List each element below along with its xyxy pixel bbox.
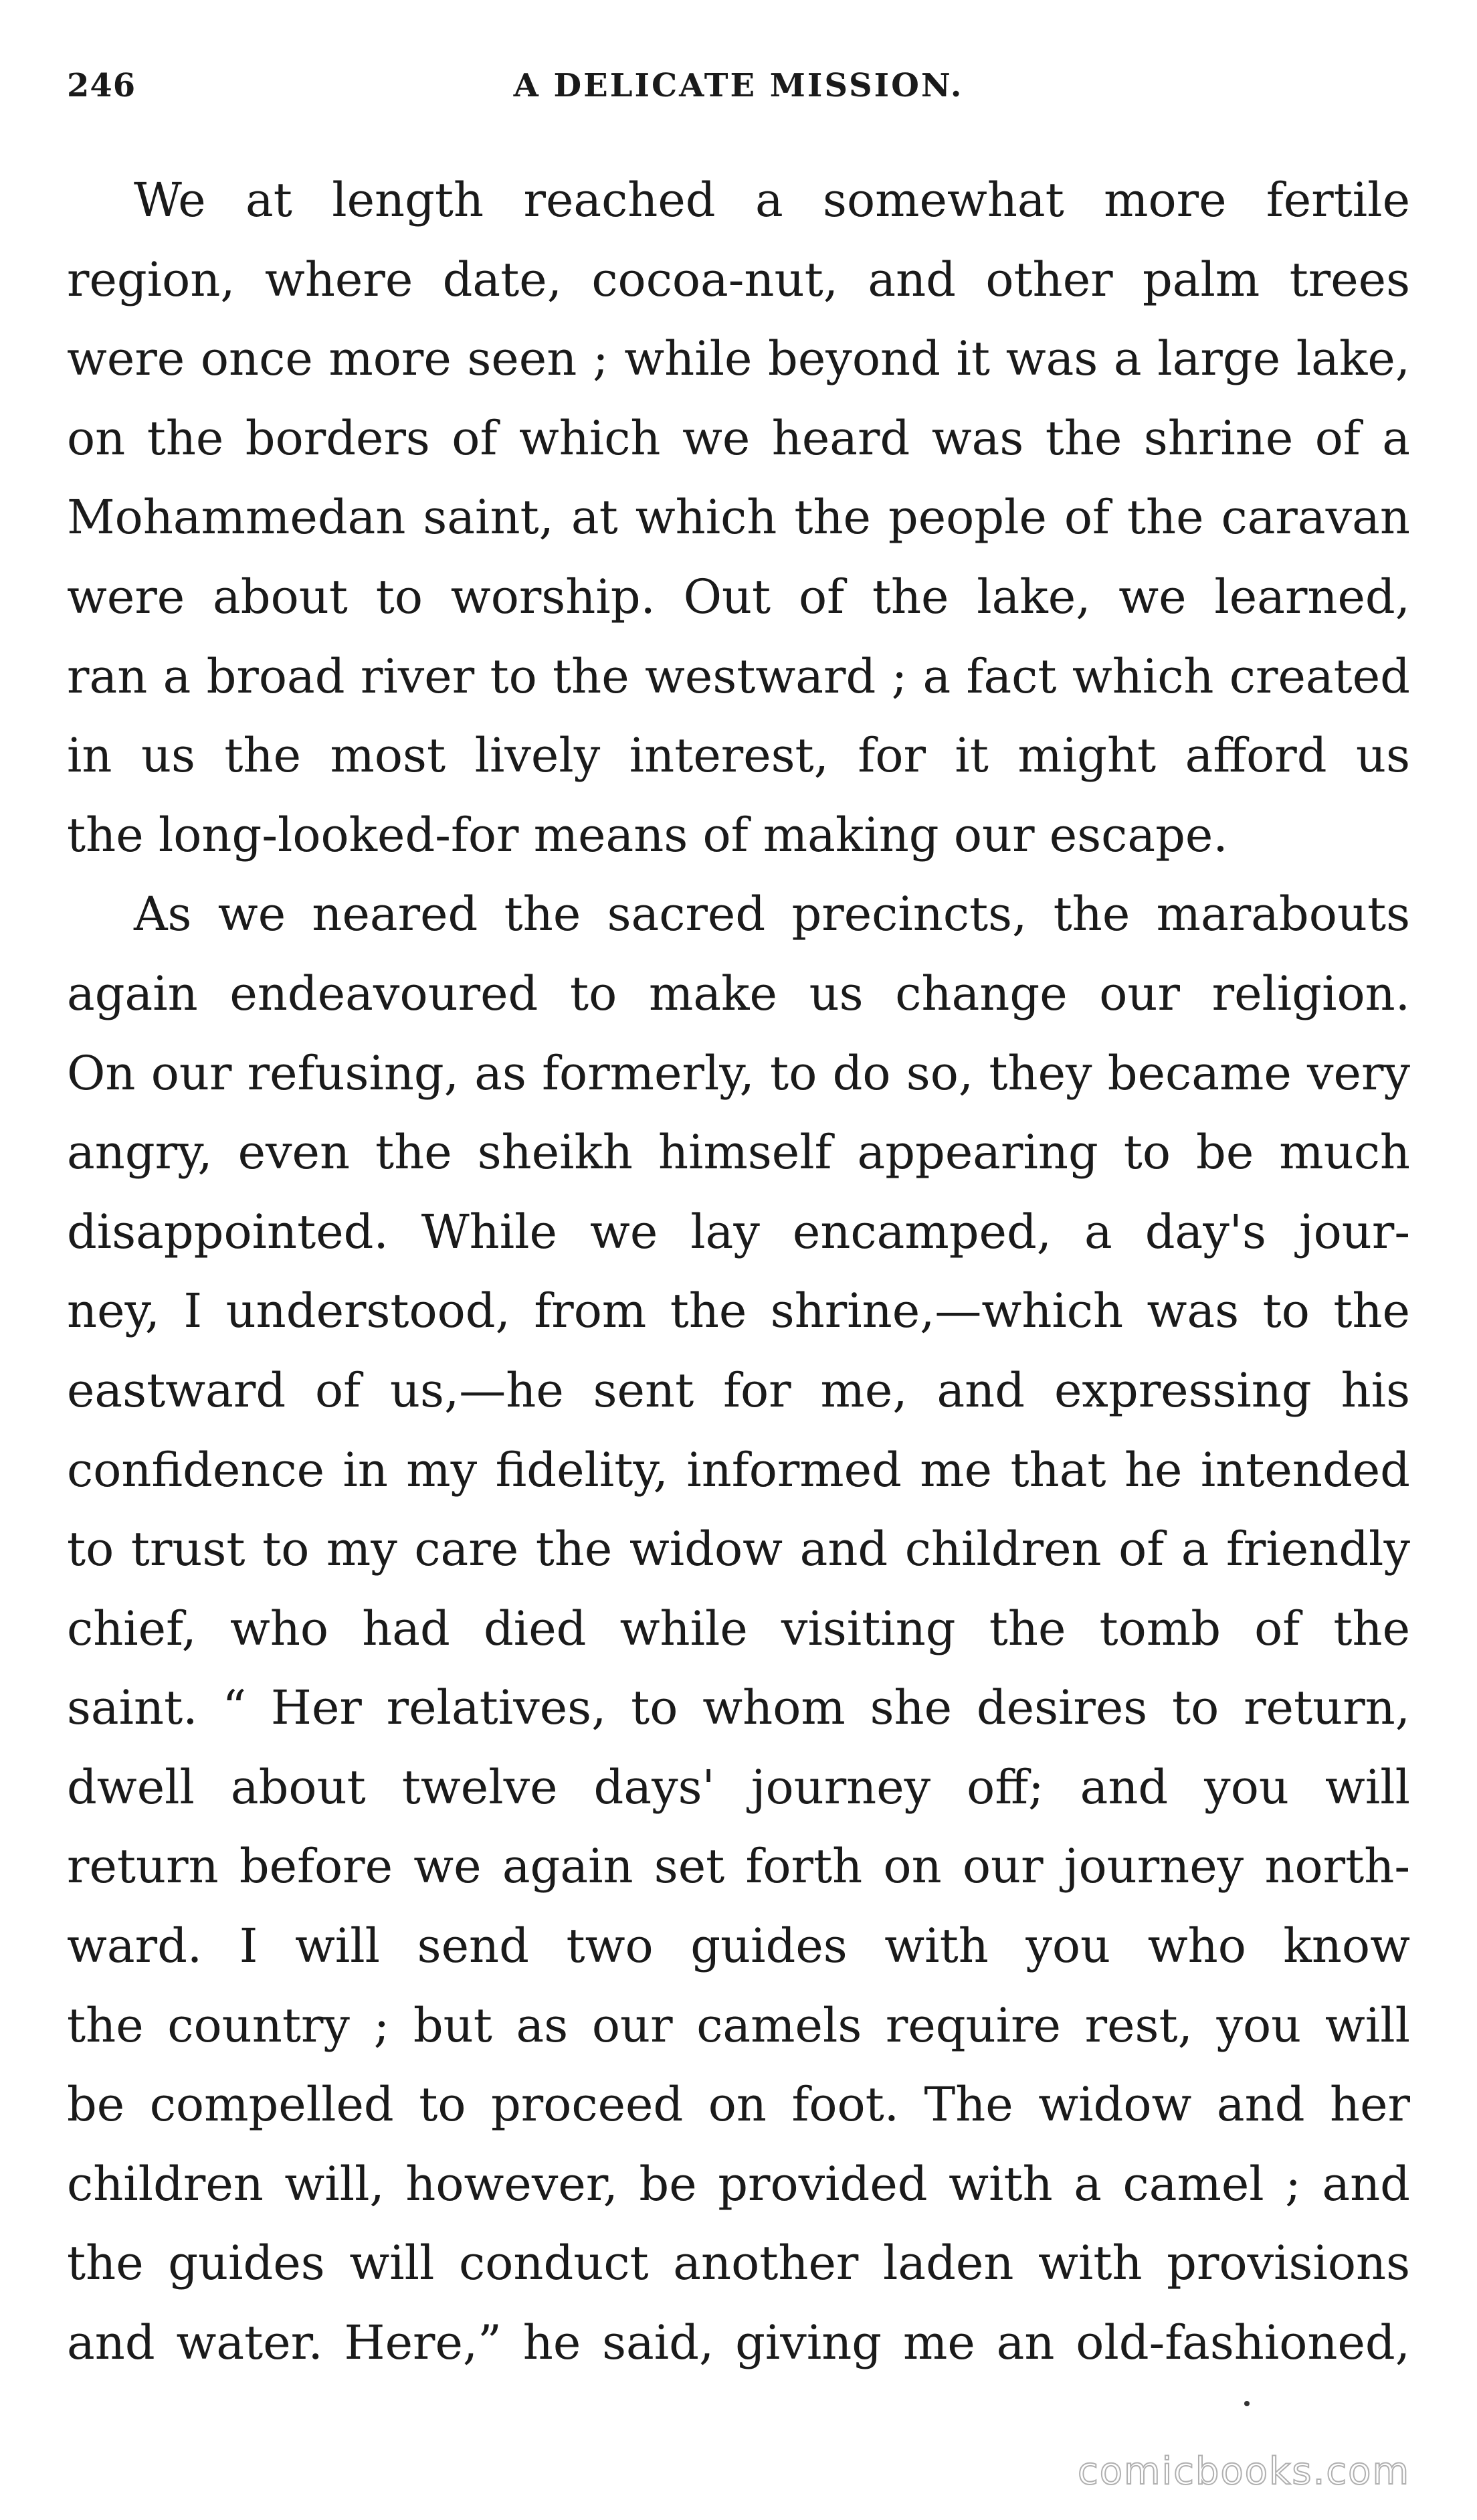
text-line: ward. I will send two guides with you who know xyxy=(67,1918,1410,1974)
text-line: the guides will conduct another laden with provisions xyxy=(67,2236,1410,2291)
text-line: again endeavoured to make us change our religion. xyxy=(67,966,1410,1021)
text-line: angry, even the sheikh himself appearing to be much xyxy=(67,1125,1410,1180)
text-line: eastward of us,—he sent for me, and expressing his xyxy=(67,1362,1410,1418)
page-number: 246 xyxy=(67,67,136,104)
text-line: confidence in my fidelity, informed me that he intended xyxy=(67,1442,1410,1498)
text-line: dwell about twelve days' journey off; and you will xyxy=(67,1759,1410,1815)
text-line: We at length reached a somewhat more fertile xyxy=(134,173,1410,228)
text-line: disappointed. While we lay encamped, a day's jour- xyxy=(67,1204,1410,1259)
text-line: in us the most lively interest, for it might afford us xyxy=(67,728,1410,784)
text-line: to trust to my care the widow and children of a friendly xyxy=(67,1522,1410,1577)
text-line: on the borders of which we heard was the shrine of a xyxy=(67,410,1410,466)
text-line: be compelled to proceed on foot. The widow and her xyxy=(67,2077,1410,2133)
running-head xyxy=(67,67,1410,120)
text-line: were about to worship. Out of the lake, we learned, xyxy=(67,569,1410,624)
text-line: chief, who had died while visiting the tomb of the xyxy=(67,1601,1410,1656)
text-line: the long-looked-for means of making our escape. xyxy=(67,807,1228,863)
chapter-title: A DELICATE MISSION. xyxy=(513,67,964,104)
text-line: ney, I understood, from the shrine,—which was to the xyxy=(67,1283,1410,1339)
text-line: were once more seen ; while beyond it was a large lake, xyxy=(67,331,1410,387)
text-line: On our refusing, as formerly, to do so, they became very xyxy=(67,1045,1410,1101)
text-line: saint. “ Her relatives, to whom she desires to return, xyxy=(67,1680,1410,1736)
text-line: and water. Here,” he said, giving me an old-fashioned, xyxy=(67,2315,1410,2371)
text-line: region, where date, cocoa-nut, and other palm trees xyxy=(67,252,1410,307)
text-line: children will, however, be provided with a camel ; and xyxy=(67,2156,1410,2212)
text-line: return before we again set forth on our journey north- xyxy=(67,1839,1410,1894)
text-line: Mohammedan saint, at which the people of the caravan xyxy=(67,490,1410,545)
watermark: comicbooks.com xyxy=(1077,2450,1410,2493)
body-text xyxy=(67,161,1410,2383)
text-line: As we neared the sacred precincts, the marabouts xyxy=(134,887,1410,942)
text-line: the country ; but as our camels require rest, you will xyxy=(67,1997,1410,2053)
ink-speck xyxy=(1244,2401,1250,2406)
text-line: ran a broad river to the westward ; a fact which created xyxy=(67,648,1410,704)
